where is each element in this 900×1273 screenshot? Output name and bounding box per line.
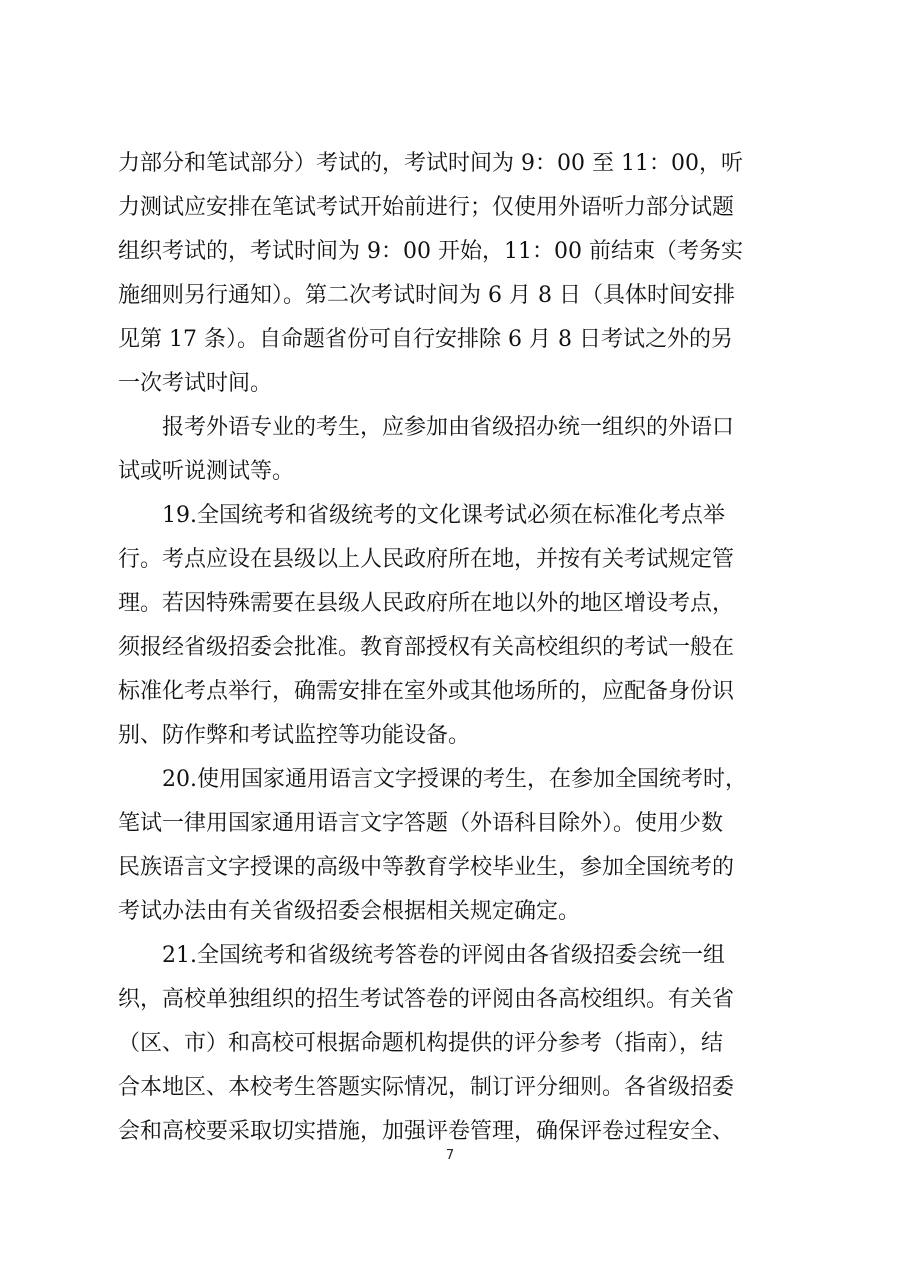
text-line: 见第 17 条）。自命题省份可自行安排除 6 月 8 日考试之外的另 — [118, 327, 733, 352]
text-line: 考试办法由有关省级招委会根据相关规定确定。 — [118, 899, 581, 924]
text-line: 组织考试的，考试时间为 9：00 开始，11：00 前结束（考务实 — [118, 239, 743, 264]
text-line: 试或听说测试等。 — [118, 459, 295, 484]
text-line: 须报经省级招委会批准。教育部授权有关高校组织的考试一般在 — [118, 635, 735, 660]
text-line: 力测试应安排在笔试考试开始前进行；仅使用外语听力部分试题 — [118, 195, 735, 220]
text-line: 会和高校要采取切实措施，加强评卷管理，确保评卷过程安全、 — [118, 1119, 735, 1144]
text-line: 标准化考点举行，确需安排在室外或其他场所的，应配备身份识 — [118, 679, 735, 704]
text-line: 理。若因特殊需要在县级人民政府所在地以外的地区增设考点， — [118, 591, 735, 616]
text-line: 笔试一律用国家通用语言文字答题（外语科目除外）。使用少数 — [118, 811, 724, 836]
text-line: 力部分和笔试部分）考试的，考试时间为 9：00 至 11：00，听 — [118, 151, 743, 176]
text-line: 21.全国统考和省级统考答卷的评阅由各省级招委会统一组 — [162, 943, 725, 968]
text-line: 一次考试时间。 — [118, 371, 273, 396]
text-line: 合本地区、本校考生答题实际情况，制订评分细则。各省级招委 — [118, 1075, 735, 1100]
text-line: 别、防作弊和考试监控等功能设备。 — [118, 723, 471, 748]
text-line: 施细则另行通知）。第二次考试时间为 6 月 8 日（具体时间安排 — [118, 283, 735, 308]
text-line: 报考外语专业的考生，应参加由省级招办统一组织的外语口 — [162, 415, 735, 440]
text-line: 织，高校单独组织的招生考试答卷的评阅由各高校组织。有关省 — [118, 987, 735, 1012]
text-line: 20.使用国家通用语言文字授课的考生，在参加全国统考时， — [162, 767, 747, 792]
page-number: 7 — [445, 1148, 455, 1163]
text-line: 民族语言文字授课的高级中等教育学校毕业生，参加全国统考的 — [118, 855, 735, 880]
text-line: 19.全国统考和省级统考的文化课考试必须在标准化考点举 — [162, 503, 725, 528]
text-line: （区、市）和高校可根据命题机构提供的评分参考（指南），结 — [118, 1031, 724, 1056]
text-line: 行。考点应设在县级以上人民政府所在地，并按有关考试规定管 — [118, 547, 735, 572]
